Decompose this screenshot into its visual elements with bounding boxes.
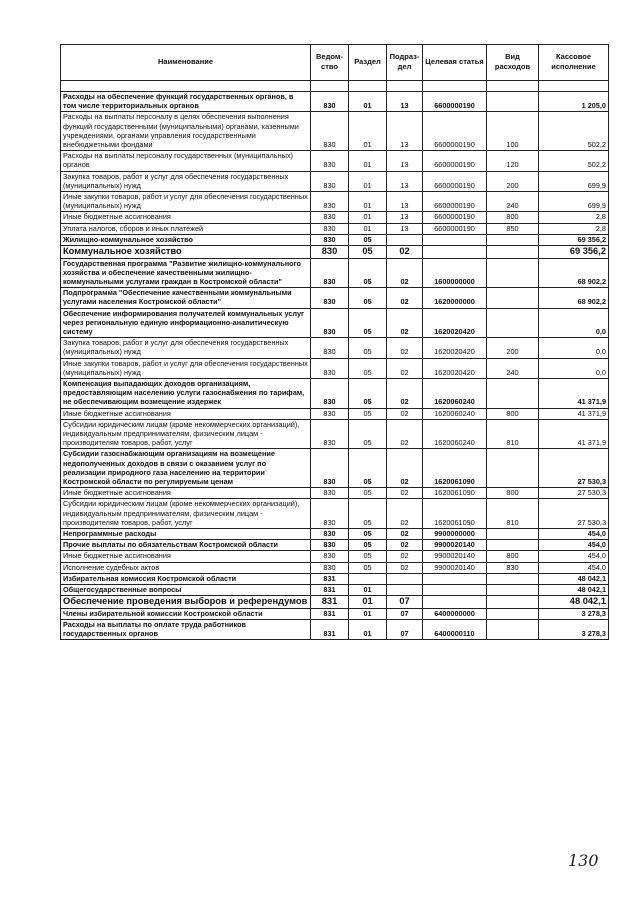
row-kassovoe-ispolnenie: 454,0 bbox=[539, 562, 609, 573]
table-row bbox=[61, 551, 609, 562]
row-name: Коммунальное хозяйство bbox=[61, 246, 311, 259]
row-tselevaya-statya: 6600000190 bbox=[423, 212, 487, 223]
row-razdel: 01 bbox=[349, 112, 387, 151]
header-razdel: Раздел bbox=[349, 45, 387, 81]
row-vedomstvo: 830 bbox=[311, 488, 349, 499]
row-kassovoe-ispolnenie: 0,0 bbox=[539, 338, 609, 358]
row-vid-raskhodov bbox=[487, 449, 539, 488]
row-vedomstvo: 830 bbox=[311, 234, 349, 245]
row-razdel: 05 bbox=[349, 234, 387, 245]
table-row bbox=[61, 192, 609, 212]
row-podrazdel: 02 bbox=[387, 419, 423, 449]
row-name: Общегосударственные вопросы bbox=[61, 585, 311, 596]
table-header-row bbox=[61, 45, 609, 81]
table-row bbox=[61, 358, 609, 378]
row-name: Уплата налогов, сборов и иных платежей bbox=[61, 223, 311, 234]
row-kassovoe-ispolnenie: 27 530,3 bbox=[539, 449, 609, 488]
row-razdel: 01 bbox=[349, 192, 387, 212]
table-row bbox=[61, 619, 609, 639]
header-podrazdel: Подраз-дел bbox=[387, 45, 423, 81]
row-vid-raskhodov: 830 bbox=[487, 562, 539, 573]
row-tselevaya-statya: 6400000000 bbox=[423, 608, 487, 619]
table-row bbox=[61, 408, 609, 419]
row-tselevaya-statya: 6600000190 bbox=[423, 223, 487, 234]
table-row bbox=[61, 234, 609, 245]
row-name: Компенсация выпадающих доходов организациям, предоставляющим населению услуги газоснабжения по тарифам, не обеспечивающим возмещение издержек bbox=[61, 378, 311, 408]
row-vid-raskhodov bbox=[487, 92, 539, 112]
row-tselevaya-statya bbox=[423, 246, 487, 259]
row-tselevaya-statya: 1620020420 bbox=[423, 358, 487, 378]
row-podrazdel: 02 bbox=[387, 378, 423, 408]
row-razdel: 05 bbox=[349, 562, 387, 573]
row-kassovoe-ispolnenie: 48 042,1 bbox=[539, 596, 609, 609]
row-vid-raskhodov bbox=[487, 619, 539, 639]
row-vid-raskhodov: 850 bbox=[487, 223, 539, 234]
row-tselevaya-statya: 1620020420 bbox=[423, 338, 487, 358]
row-podrazdel: 07 bbox=[387, 619, 423, 639]
row-vid-raskhodov: 800 bbox=[487, 488, 539, 499]
row-name: Члены избирательной комиссии Костромской области bbox=[61, 608, 311, 619]
row-kassovoe-ispolnenie: 41 371,9 bbox=[539, 408, 609, 419]
header-vedomstvo: Ведом-ство bbox=[311, 45, 349, 81]
row-tselevaya-statya: 1620061090 bbox=[423, 499, 487, 529]
row-vedomstvo: 830 bbox=[311, 171, 349, 191]
table-row bbox=[61, 608, 609, 619]
table-row bbox=[61, 338, 609, 358]
row-name: Непрограммные расходы bbox=[61, 529, 311, 540]
budget-table bbox=[60, 44, 609, 640]
table-row bbox=[61, 488, 609, 499]
row-tselevaya-statya: 1620060240 bbox=[423, 419, 487, 449]
row-razdel: 01 bbox=[349, 585, 387, 596]
table-row bbox=[61, 585, 609, 596]
row-tselevaya-statya: 9900000000 bbox=[423, 529, 487, 540]
row-kassovoe-ispolnenie: 48 042,1 bbox=[539, 573, 609, 584]
table-row bbox=[61, 92, 609, 112]
row-razdel: 01 bbox=[349, 596, 387, 609]
row-vid-raskhodov bbox=[487, 288, 539, 308]
row-vid-raskhodov bbox=[487, 608, 539, 619]
row-tselevaya-statya: 6400000110 bbox=[423, 619, 487, 639]
table-row bbox=[61, 419, 609, 449]
row-podrazdel: 02 bbox=[387, 308, 423, 338]
row-name: Расходы на выплаты персоналу в целях обеспечения выполнения функций государственными (муниципальными) органами, казенными учреждениями, органами управления государственными внебюджетными фондами bbox=[61, 112, 311, 151]
row-podrazdel: 02 bbox=[387, 488, 423, 499]
row-kassovoe-ispolnenie: 454,0 bbox=[539, 551, 609, 562]
row-vedomstvo: 830 bbox=[311, 551, 349, 562]
row-podrazdel: 07 bbox=[387, 596, 423, 609]
row-kassovoe-ispolnenie: 3 278,3 bbox=[539, 608, 609, 619]
header-vid-raskhodov: Вид расходов bbox=[487, 45, 539, 81]
row-name: Обеспечение информирования получателей коммунальных услуг через региональную единую информационно-аналитическую систему bbox=[61, 308, 311, 338]
row-razdel: 01 bbox=[349, 171, 387, 191]
row-kassovoe-ispolnenie: 502,2 bbox=[539, 112, 609, 151]
row-name: Жилищно-коммунальное хозяйство bbox=[61, 234, 311, 245]
row-podrazdel: 02 bbox=[387, 540, 423, 551]
row-vedomstvo: 830 bbox=[311, 562, 349, 573]
row-tselevaya-statya: 1620061090 bbox=[423, 488, 487, 499]
row-vid-raskhodov: 120 bbox=[487, 151, 539, 171]
row-podrazdel bbox=[387, 234, 423, 245]
row-kassovoe-ispolnenie: 68 902,2 bbox=[539, 258, 609, 288]
row-vid-raskhodov: 810 bbox=[487, 499, 539, 529]
row-name: Закупка товаров, работ и услуг для обеспечения государственных (муниципальных) нужд bbox=[61, 338, 311, 358]
row-podrazdel: 13 bbox=[387, 223, 423, 234]
row-kassovoe-ispolnenie: 68 902,2 bbox=[539, 288, 609, 308]
row-kassovoe-ispolnenie: 41 371,9 bbox=[539, 419, 609, 449]
row-vedomstvo: 830 bbox=[311, 499, 349, 529]
row-tselevaya-statya bbox=[423, 234, 487, 245]
row-name: Расходы на выплаты по оплате труда работников государственных органов bbox=[61, 619, 311, 639]
row-razdel: 05 bbox=[349, 408, 387, 419]
row-vid-raskhodov: 200 bbox=[487, 171, 539, 191]
row-podrazdel: 02 bbox=[387, 358, 423, 378]
row-name: Подпрограмма "Обеспечение качественными коммунальными услугами населения Костромской области" bbox=[61, 288, 311, 308]
row-vedomstvo: 830 bbox=[311, 308, 349, 338]
table-row bbox=[61, 540, 609, 551]
row-podrazdel: 02 bbox=[387, 562, 423, 573]
table-row bbox=[61, 562, 609, 573]
row-vedomstvo: 830 bbox=[311, 419, 349, 449]
row-vedomstvo: 830 bbox=[311, 192, 349, 212]
row-vid-raskhodov bbox=[487, 234, 539, 245]
row-razdel: 01 bbox=[349, 92, 387, 112]
row-name: Расходы на выплаты персоналу государственных (муниципальных) органов bbox=[61, 151, 311, 171]
row-name: Субсидии юридическим лицам (кроме некоммерческих организаций), индивидуальным предпринимателям, физическим лицам - производителям товаров, работ, услуг bbox=[61, 499, 311, 529]
row-tselevaya-statya: 1620020420 bbox=[423, 308, 487, 338]
row-tselevaya-statya: 1620000000 bbox=[423, 288, 487, 308]
row-vedomstvo: 830 bbox=[311, 288, 349, 308]
row-podrazdel: 02 bbox=[387, 288, 423, 308]
table-row bbox=[61, 258, 609, 288]
row-kassovoe-ispolnenie: 0,0 bbox=[539, 358, 609, 378]
table-body bbox=[61, 81, 609, 640]
row-kassovoe-ispolnenie: 699,9 bbox=[539, 192, 609, 212]
row-kassovoe-ispolnenie: 1 205,0 bbox=[539, 92, 609, 112]
table-row bbox=[61, 246, 609, 259]
row-kassovoe-ispolnenie: 2,8 bbox=[539, 212, 609, 223]
row-vedomstvo: 830 bbox=[311, 358, 349, 378]
row-kassovoe-ispolnenie: 454,0 bbox=[539, 540, 609, 551]
header-name: Наименование bbox=[61, 45, 311, 81]
row-razdel: 05 bbox=[349, 288, 387, 308]
spacer-row bbox=[61, 81, 609, 92]
row-vedomstvo: 830 bbox=[311, 449, 349, 488]
row-kassovoe-ispolnenie: 48 042,1 bbox=[539, 585, 609, 596]
row-razdel: 05 bbox=[349, 529, 387, 540]
row-vedomstvo: 830 bbox=[311, 212, 349, 223]
row-kassovoe-ispolnenie: 69 356,2 bbox=[539, 246, 609, 259]
row-kassovoe-ispolnenie: 3 278,3 bbox=[539, 619, 609, 639]
row-tselevaya-statya: 6600000190 bbox=[423, 151, 487, 171]
row-podrazdel: 13 bbox=[387, 171, 423, 191]
row-name: Субсидии юридическим лицам (кроме некоммерческих организаций), индивидуальным предпринимателям, физическим лицам - производителям товаров, работ, услуг bbox=[61, 419, 311, 449]
row-vid-raskhodov: 240 bbox=[487, 358, 539, 378]
row-vid-raskhodov bbox=[487, 596, 539, 609]
row-tselevaya-statya: 6600000190 bbox=[423, 112, 487, 151]
row-tselevaya-statya: 1620060240 bbox=[423, 408, 487, 419]
row-podrazdel: 02 bbox=[387, 338, 423, 358]
table-row bbox=[61, 596, 609, 609]
row-name: Субсидии газоснабжающим организациям на возмещение недополученных доходов в связи с оказанием услуг по реализации природного газа населению на территории Костромской области по регулируемым ценам bbox=[61, 449, 311, 488]
row-vid-raskhodov: 800 bbox=[487, 212, 539, 223]
row-vedomstvo: 831 bbox=[311, 608, 349, 619]
row-vedomstvo: 830 bbox=[311, 540, 349, 551]
row-vid-raskhodov bbox=[487, 246, 539, 259]
row-tselevaya-statya: 1620060240 bbox=[423, 378, 487, 408]
row-razdel: 05 bbox=[349, 378, 387, 408]
row-name: Иные бюджетные ассигнования bbox=[61, 551, 311, 562]
row-name: Прочие выплаты по обязательствам Костромской области bbox=[61, 540, 311, 551]
row-tselevaya-statya: 9900020140 bbox=[423, 551, 487, 562]
row-vid-raskhodov: 810 bbox=[487, 419, 539, 449]
row-razdel: 05 bbox=[349, 258, 387, 288]
table-row bbox=[61, 449, 609, 488]
row-vid-raskhodov bbox=[487, 585, 539, 596]
row-podrazdel: 02 bbox=[387, 551, 423, 562]
row-vedomstvo: 831 bbox=[311, 585, 349, 596]
row-name: Иные бюджетные ассигнования bbox=[61, 408, 311, 419]
row-kassovoe-ispolnenie: 27 530,3 bbox=[539, 499, 609, 529]
row-podrazdel: 02 bbox=[387, 449, 423, 488]
row-podrazdel: 13 bbox=[387, 92, 423, 112]
table-row bbox=[61, 151, 609, 171]
row-tselevaya-statya: 6600000190 bbox=[423, 192, 487, 212]
row-vedomstvo: 830 bbox=[311, 378, 349, 408]
row-vedomstvo: 830 bbox=[311, 408, 349, 419]
row-razdel: 05 bbox=[349, 358, 387, 378]
row-tselevaya-statya bbox=[423, 573, 487, 584]
row-tselevaya-statya: 6600000190 bbox=[423, 171, 487, 191]
row-kassovoe-ispolnenie: 699,9 bbox=[539, 171, 609, 191]
row-vedomstvo: 830 bbox=[311, 112, 349, 151]
row-kassovoe-ispolnenie: 0,0 bbox=[539, 308, 609, 338]
table-row bbox=[61, 112, 609, 151]
row-vid-raskhodov: 200 bbox=[487, 338, 539, 358]
row-tselevaya-statya: 9900020140 bbox=[423, 562, 487, 573]
row-vid-raskhodov bbox=[487, 378, 539, 408]
row-razdel: 05 bbox=[349, 551, 387, 562]
row-vid-raskhodov: 240 bbox=[487, 192, 539, 212]
row-razdel: 05 bbox=[349, 499, 387, 529]
table-row bbox=[61, 573, 609, 584]
row-tselevaya-statya: 1600000000 bbox=[423, 258, 487, 288]
row-name: Иные закупки товаров, работ и услуг для обеспечения государственных (муниципальных) нужд bbox=[61, 358, 311, 378]
row-vedomstvo: 830 bbox=[311, 151, 349, 171]
row-tselevaya-statya: 1620061090 bbox=[423, 449, 487, 488]
row-vedomstvo: 830 bbox=[311, 92, 349, 112]
row-name: Иные бюджетные ассигнования bbox=[61, 212, 311, 223]
row-vedomstvo: 830 bbox=[311, 246, 349, 259]
header-kassovoe-ispolnenie: Кассовое исполнение bbox=[539, 45, 609, 81]
row-razdel: 01 bbox=[349, 223, 387, 234]
row-razdel: 05 bbox=[349, 488, 387, 499]
row-razdel: 01 bbox=[349, 619, 387, 639]
row-podrazdel: 02 bbox=[387, 529, 423, 540]
row-tselevaya-statya: 6600000190 bbox=[423, 92, 487, 112]
row-podrazdel: 13 bbox=[387, 192, 423, 212]
row-name: Обеспечение проведения выборов и референдумов bbox=[61, 596, 311, 609]
header-tselevaya-statya: Целевая статья bbox=[423, 45, 487, 81]
row-razdel: 05 bbox=[349, 540, 387, 551]
row-kassovoe-ispolnenie: 69 356,2 bbox=[539, 234, 609, 245]
row-razdel bbox=[349, 573, 387, 584]
row-kassovoe-ispolnenie: 454,0 bbox=[539, 529, 609, 540]
row-podrazdel: 02 bbox=[387, 408, 423, 419]
table-row bbox=[61, 288, 609, 308]
row-kassovoe-ispolnenie: 41 371,9 bbox=[539, 378, 609, 408]
row-razdel: 05 bbox=[349, 246, 387, 259]
row-podrazdel: 13 bbox=[387, 151, 423, 171]
row-tselevaya-statya bbox=[423, 596, 487, 609]
row-razdel: 05 bbox=[349, 419, 387, 449]
row-vedomstvo: 830 bbox=[311, 338, 349, 358]
row-tselevaya-statya bbox=[423, 585, 487, 596]
row-vedomstvo: 831 bbox=[311, 619, 349, 639]
row-razdel: 05 bbox=[349, 449, 387, 488]
row-podrazdel: 02 bbox=[387, 499, 423, 529]
row-kassovoe-ispolnenie: 27 530,3 bbox=[539, 488, 609, 499]
table-row bbox=[61, 212, 609, 223]
row-razdel: 05 bbox=[349, 308, 387, 338]
row-kassovoe-ispolnenie: 502,2 bbox=[539, 151, 609, 171]
row-vid-raskhodov: 100 bbox=[487, 112, 539, 151]
row-vid-raskhodov bbox=[487, 540, 539, 551]
row-vedomstvo: 830 bbox=[311, 223, 349, 234]
row-vedomstvo: 830 bbox=[311, 529, 349, 540]
row-vid-raskhodov: 800 bbox=[487, 551, 539, 562]
row-name: Исполнение судебных актов bbox=[61, 562, 311, 573]
row-kassovoe-ispolnenie: 2,8 bbox=[539, 223, 609, 234]
row-vid-raskhodov bbox=[487, 573, 539, 584]
table-row bbox=[61, 308, 609, 338]
row-name: Избирательная комиссия Костромской области bbox=[61, 573, 311, 584]
table-row bbox=[61, 378, 609, 408]
row-podrazdel: 07 bbox=[387, 608, 423, 619]
row-name: Государственная программа "Развитие жилищно-коммунального хозяйства и обеспечение качественными жилищно-коммунальными услугами граждан в Костромской области" bbox=[61, 258, 311, 288]
row-razdel: 01 bbox=[349, 212, 387, 223]
row-podrazdel: 13 bbox=[387, 212, 423, 223]
row-podrazdel bbox=[387, 573, 423, 584]
table-row bbox=[61, 171, 609, 191]
row-podrazdel: 13 bbox=[387, 112, 423, 151]
row-podrazdel: 02 bbox=[387, 246, 423, 259]
page-number: 130 bbox=[568, 851, 599, 870]
row-name: Расходы на обеспечение функций государственных органов, в том числе территориальных органов bbox=[61, 92, 311, 112]
row-vedomstvo: 831 bbox=[311, 596, 349, 609]
table-row bbox=[61, 529, 609, 540]
row-name: Иные закупки товаров, работ и услуг для обеспечения государственных (муниципальных) нужд bbox=[61, 192, 311, 212]
row-razdel: 05 bbox=[349, 338, 387, 358]
row-vid-raskhodov bbox=[487, 258, 539, 288]
row-vedomstvo: 830 bbox=[311, 258, 349, 288]
row-podrazdel: 02 bbox=[387, 258, 423, 288]
row-vid-raskhodov bbox=[487, 308, 539, 338]
row-name: Иные бюджетные ассигнования bbox=[61, 488, 311, 499]
row-vedomstvo: 831 bbox=[311, 573, 349, 584]
row-razdel: 01 bbox=[349, 608, 387, 619]
table-row bbox=[61, 223, 609, 234]
row-podrazdel bbox=[387, 585, 423, 596]
row-razdel: 01 bbox=[349, 151, 387, 171]
row-vid-raskhodov: 800 bbox=[487, 408, 539, 419]
table-row bbox=[61, 499, 609, 529]
row-name: Закупка товаров, работ и услуг для обеспечения государственных (муниципальных) нужд bbox=[61, 171, 311, 191]
row-vid-raskhodov bbox=[487, 529, 539, 540]
row-tselevaya-statya: 9900020140 bbox=[423, 540, 487, 551]
